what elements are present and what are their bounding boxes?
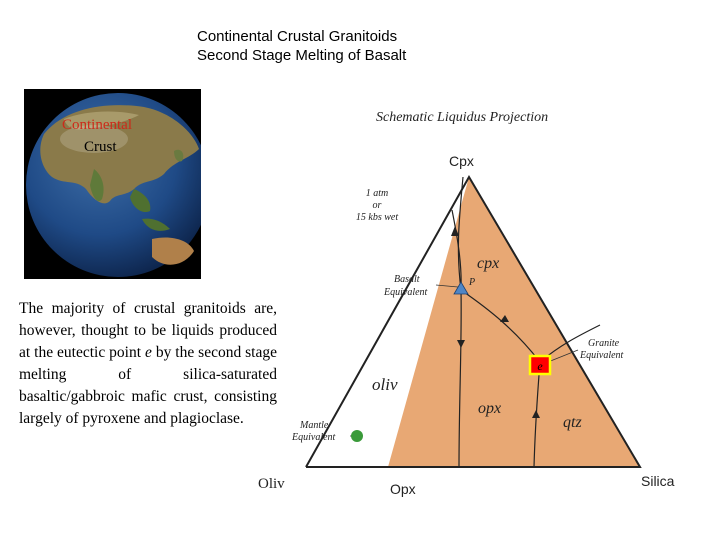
mantle-label-line2: Equivalent bbox=[292, 432, 336, 443]
basalt-label-line2: Equivalent bbox=[384, 287, 428, 298]
mantle-label-line1: Mantle bbox=[300, 420, 329, 431]
diagram-title: Schematic Liquidus Projection bbox=[376, 110, 549, 125]
granite-label-line2: Equivalent bbox=[580, 350, 624, 361]
pressure-label-line3: 15 kbs wet bbox=[355, 212, 399, 223]
pressure-label-line2: or bbox=[372, 200, 382, 211]
granite-label-line1: Granite bbox=[588, 338, 620, 349]
pressure-label-line1: 1 atm bbox=[365, 188, 389, 199]
mantle-marker-circle bbox=[351, 430, 363, 442]
title-line-2: Second Stage Melting of Basalt bbox=[197, 47, 407, 64]
point-p-label: P bbox=[469, 277, 476, 288]
eutectic-point-label: e bbox=[537, 359, 543, 373]
field-label-oliv: oliv bbox=[372, 375, 398, 394]
vertex-silica: Silica bbox=[641, 473, 675, 489]
body-text-before: The majority of crustal granitoids are, however, thought to be liquids produced at the eutectic point bbox=[19, 300, 277, 361]
basalt-label-line1: Basalt bbox=[394, 274, 420, 285]
field-label-opx: opx bbox=[478, 400, 502, 417]
globe-label-continental: Continental bbox=[62, 117, 132, 133]
liquidus-field bbox=[388, 177, 640, 467]
title-line-1: Continental Crustal Granitoids bbox=[197, 28, 398, 45]
body-text-after: by the second stage melting of silica-saturated basaltic/gabbroic mafic crust, consisting largely of pyroxene and plagioclase. bbox=[19, 344, 277, 427]
vertex-opx: Opx bbox=[390, 481, 416, 497]
globe-label-crust: Crust bbox=[84, 139, 117, 155]
body-e-symbol: e bbox=[144, 344, 152, 361]
vertex-cpx: Cpx bbox=[449, 153, 474, 169]
vertex-oliv: Oliv bbox=[258, 476, 285, 492]
field-label-qtz: qtz bbox=[563, 414, 582, 431]
field-label-cpx: cpx bbox=[477, 255, 500, 272]
